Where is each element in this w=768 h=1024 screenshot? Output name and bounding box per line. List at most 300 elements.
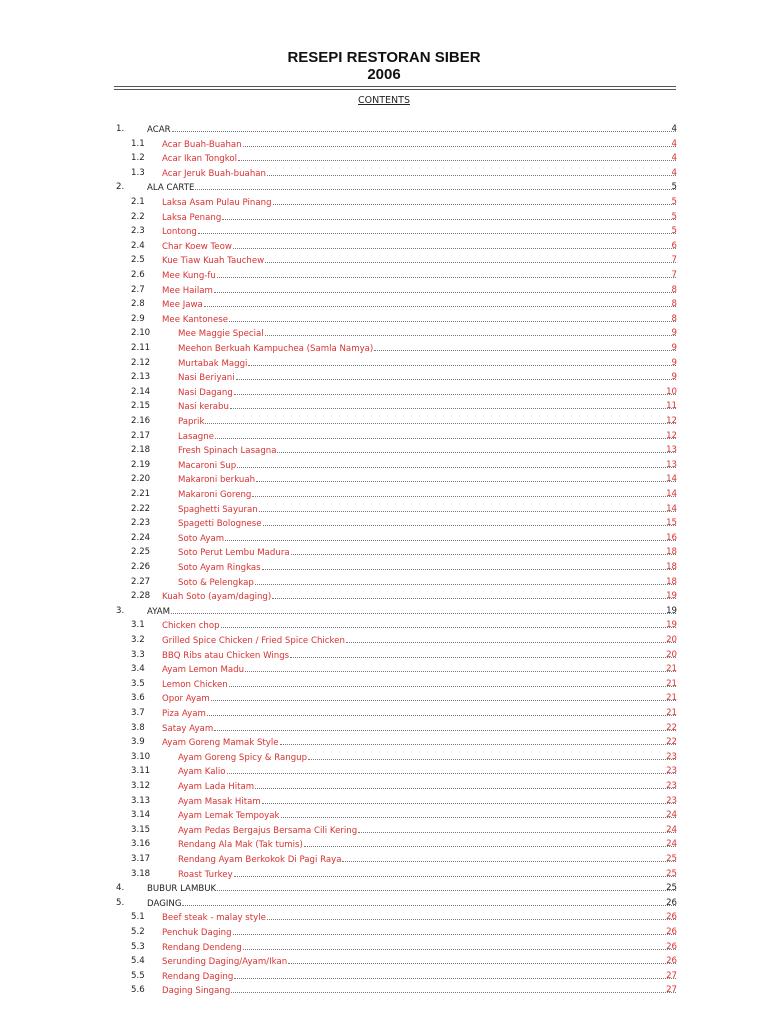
dot-leader: [255, 575, 676, 585]
toc-entry[interactable]: [0, 662, 768, 677]
toc-entry-body: [178, 545, 677, 561]
dot-leader: [221, 618, 676, 628]
toc-entry-page: 21: [666, 693, 677, 704]
toc-entry-body: [178, 531, 677, 547]
dot-leader: [215, 429, 676, 439]
toc-entry-body: [162, 618, 677, 634]
toc-entry-number: 3.10: [131, 751, 151, 762]
toc-entry-number: 2.4: [131, 240, 145, 251]
toc-entry[interactable]: [0, 151, 768, 166]
toc-entry-title[interactable]: Grilled Spice Chicken / Fried Spice Chicken: [162, 636, 345, 646]
toc-entry-title[interactable]: Opor Ayam: [162, 694, 210, 705]
toc-entry-body: [162, 589, 677, 605]
toc-entry-number: 3.6: [131, 693, 145, 704]
toc-entry-page: 21: [666, 708, 677, 718]
toc-entry-title[interactable]: Acar Jeruk Buah-buahan: [162, 168, 266, 179]
contents-heading: CONTENTS: [358, 95, 410, 106]
toc-entry-number: 2.15: [131, 401, 151, 412]
toc-entry-page: 22: [666, 737, 677, 748]
toc-entry-title[interactable]: Macaroni Sup: [178, 460, 237, 471]
toc-entry-body: [178, 443, 677, 459]
toc-entry-number: 2.25: [131, 547, 151, 558]
toc-entry-body: [178, 764, 677, 780]
toc-entry-number: 1.1: [131, 138, 145, 149]
toc-entry-title[interactable]: Meehon Berkuah Kampuchea (Samla Namya): [178, 344, 374, 354]
toc-entry[interactable]: [0, 283, 768, 298]
toc-entry-body: [162, 954, 677, 970]
dot-leader: [273, 195, 676, 205]
toc-entry-title[interactable]: Fresh Spinach Lasagna: [178, 446, 277, 457]
toc-entry-page: 18: [666, 547, 677, 558]
toc-entry[interactable]: [0, 837, 768, 852]
toc-entry-number: 2.21: [131, 489, 151, 499]
toc-entry-number: 5.1: [131, 912, 145, 923]
toc-entry-page: 7: [671, 270, 677, 280]
toc-entry-number: 5.3: [131, 941, 145, 952]
toc-entry-title[interactable]: DAGING: [147, 898, 182, 909]
toc-entry-number: 2.19: [131, 459, 151, 470]
toc-entry-title[interactable]: Rendang Ayam Berkokok Di Pagi Raya: [178, 855, 342, 865]
toc-entry-page: 18: [666, 576, 677, 587]
toc-entry[interactable]: [0, 166, 768, 181]
toc-entry-title[interactable]: Mee Maggie Special: [178, 329, 264, 340]
toc-entry-body: [162, 677, 677, 693]
dot-leader: [234, 969, 676, 979]
dot-leader: [248, 356, 676, 366]
toc-entry[interactable]: [0, 341, 768, 356]
toc-entry-number: 3.9: [131, 737, 145, 748]
toc-entry-page: 27: [666, 985, 677, 996]
toc-entry-title[interactable]: Lemon Chicken: [162, 679, 228, 690]
toc-entry[interactable]: [0, 180, 768, 195]
toc-entry-title[interactable]: Spaghetti Sayuran: [178, 504, 258, 515]
toc-entry[interactable]: [0, 794, 768, 809]
toc-entry-page: 25: [666, 883, 677, 894]
toc-entry[interactable]: [0, 721, 768, 736]
dot-leader: [374, 341, 676, 351]
toc-entry-number: 1.2: [131, 153, 145, 164]
dot-leader: [236, 370, 676, 380]
toc-entry-title[interactable]: Ayam Goreng Spicy & Rangup: [178, 752, 308, 763]
toc-entry[interactable]: [0, 253, 768, 268]
toc-entry-title[interactable]: Mee Kung-fu: [162, 271, 216, 281]
toc-entry-number: 2.17: [131, 430, 151, 441]
toc-entry-title[interactable]: Rendang Ala Mak (Tak tumis): [178, 840, 303, 851]
toc-entry-title[interactable]: Mee Hailam: [162, 285, 213, 296]
dot-leader: [214, 283, 676, 293]
dot-leader: [205, 414, 676, 424]
toc-entry-number: 3.14: [131, 810, 151, 821]
toc-entry[interactable]: [0, 925, 768, 940]
toc-entry-body: [178, 837, 677, 853]
toc-entry-body: [178, 341, 677, 357]
toc-entry[interactable]: [0, 604, 768, 619]
dot-leader: [291, 545, 676, 555]
dot-leader: [255, 779, 676, 789]
toc-entry-body: [178, 852, 677, 868]
toc-entry[interactable]: [0, 210, 768, 225]
toc-entry-number: 2.24: [131, 532, 151, 543]
toc-entry-number: 3.4: [131, 664, 145, 675]
toc-entry-title[interactable]: Chicken chop: [162, 621, 220, 632]
dot-leader: [238, 151, 676, 161]
toc-entry[interactable]: [0, 750, 768, 765]
dot-leader: [231, 983, 676, 993]
toc-entry-title[interactable]: Soto Perut Lembu Madura: [178, 548, 290, 559]
toc-entry-body: [162, 210, 677, 226]
toc-entry-body: [178, 560, 677, 576]
toc-entry-number: 2.16: [131, 416, 151, 426]
toc-entry[interactable]: [0, 224, 768, 239]
toc-entry[interactable]: [0, 385, 768, 400]
toc-entry-title[interactable]: Acar Buah-Buahan: [162, 139, 242, 150]
toc-entry-title[interactable]: Daging Singang: [162, 986, 231, 997]
toc-entry[interactable]: [0, 516, 768, 531]
document-title: RESEPI RESTORAN SIBER: [287, 49, 481, 66]
toc-entry-page: 24: [666, 824, 677, 835]
dot-leader: [233, 925, 676, 935]
dot-leader: [272, 589, 676, 599]
toc-entry-number: 5.5: [131, 970, 145, 981]
toc-entry-title[interactable]: Murtabak Maggi: [178, 358, 248, 369]
toc-entry-title[interactable]: Soto Ayam: [178, 533, 225, 544]
toc-entry-page: 20: [666, 649, 677, 660]
toc-entry-page: 23: [666, 795, 677, 806]
toc-entry-number: 3.16: [131, 839, 151, 850]
toc-entry-title[interactable]: Nasi kerabu: [178, 402, 229, 413]
toc-entry[interactable]: [0, 940, 768, 955]
toc-entry[interactable]: [0, 589, 768, 604]
toc-entry-title[interactable]: Ayam Kalio: [178, 767, 226, 778]
toc-entry-number: 2.5: [131, 255, 145, 266]
toc-entry-page: 4: [671, 138, 677, 149]
title-divider-bottom: [114, 89, 676, 90]
toc-entry-body: [162, 151, 677, 167]
toc-entry-number: 3.8: [131, 722, 145, 733]
toc-entry-body: [178, 575, 677, 591]
toc-entry-body: [162, 312, 677, 328]
toc-entry-number: 2.3: [131, 226, 145, 237]
toc-entry[interactable]: [0, 195, 768, 210]
toc-entry[interactable]: [0, 545, 768, 560]
toc-entry-title[interactable]: Paprik: [178, 417, 205, 427]
dot-leader: [182, 896, 676, 906]
toc-entry-page: 8: [671, 299, 677, 310]
toc-entry[interactable]: [0, 560, 768, 575]
toc-entry-title[interactable]: BUBUR LAMBUK: [147, 884, 217, 895]
toc-entry-title[interactable]: Satay Ayam: [162, 723, 214, 734]
toc-entry[interactable]: [0, 326, 768, 341]
toc-entry-page: 4: [671, 167, 677, 178]
dot-leader: [267, 166, 676, 176]
toc-entry-page: 4: [671, 153, 677, 164]
toc-entry-body: [162, 195, 677, 211]
toc-entry-body: [162, 224, 677, 240]
toc-entry-body: [178, 370, 677, 386]
toc-entry-number: 2.22: [131, 503, 151, 514]
toc-entry-number: 2.1: [131, 197, 145, 207]
toc-entry[interactable]: [0, 239, 768, 254]
toc-entry-body: [147, 604, 677, 620]
toc-entry-body: [178, 399, 677, 415]
toc-entry-body: [162, 735, 677, 751]
toc-entry-page: 8: [671, 313, 677, 324]
toc-entry[interactable]: [0, 618, 768, 633]
toc-entry-page: 24: [666, 839, 677, 850]
toc-entry-number: 1.: [116, 124, 125, 134]
toc-entry-body: [178, 356, 677, 372]
toc-entry-body: [162, 940, 677, 956]
dot-leader: [198, 224, 676, 234]
toc-entry-title[interactable]: Ayam Masak Hitam: [178, 796, 261, 807]
toc-entry-number: 2.23: [131, 518, 151, 529]
dot-leader: [308, 750, 676, 760]
dot-leader: [243, 137, 676, 147]
toc-entry-page: 9: [671, 343, 677, 353]
dot-leader: [211, 691, 676, 701]
toc-entry-body: [178, 326, 677, 342]
toc-entry-title[interactable]: Mee Jawa: [162, 300, 203, 311]
dot-leader: [227, 764, 676, 774]
toc-entry[interactable]: [0, 735, 768, 750]
toc-entry-number: 2.9: [131, 313, 145, 324]
toc-entry-number: 2.27: [131, 576, 151, 587]
toc-entry-title[interactable]: Kue Tiaw Kuah Tauchew: [162, 256, 265, 267]
toc-entry-number: 3.: [116, 605, 125, 616]
toc-entry-number: 3.18: [131, 868, 151, 879]
toc-entry-number: 5.2: [131, 927, 145, 937]
toc-entry[interactable]: [0, 268, 768, 283]
toc-entry-body: [147, 881, 677, 897]
toc-entry[interactable]: [0, 954, 768, 969]
toc-entry-title[interactable]: Laksa Penang: [162, 212, 222, 223]
toc-entry-body: [178, 794, 677, 810]
toc-entry[interactable]: [0, 399, 768, 414]
toc-entry-body: [162, 969, 677, 985]
toc-entry[interactable]: [0, 137, 768, 152]
toc-entry-page: 26: [666, 941, 677, 952]
dot-leader: [229, 677, 676, 687]
toc-entry-page: 18: [666, 562, 677, 572]
toc-entry[interactable]: [0, 691, 768, 706]
toc-entry-body: [178, 487, 677, 503]
toc-entry[interactable]: [0, 356, 768, 371]
toc-entry-title[interactable]: Makaroni Goreng: [178, 490, 252, 500]
toc-entry-number: 3.3: [131, 649, 145, 660]
dot-leader: [267, 910, 676, 920]
toc-entry-page: 5: [671, 182, 677, 193]
dot-leader: [214, 721, 676, 731]
toc-entry-page: 21: [666, 664, 677, 675]
toc-entry-title[interactable]: Roast Turkey: [178, 869, 233, 880]
toc-entry-page: 26: [666, 897, 677, 908]
toc-entry-page: 16: [666, 532, 677, 543]
toc-entry-body: [178, 779, 677, 795]
dot-leader: [265, 326, 676, 336]
toc-entry-number: 3.5: [131, 678, 145, 689]
toc-entry-body: [162, 268, 677, 284]
toc-entry-number: 3.11: [131, 766, 151, 777]
toc-entry-title[interactable]: Nasi Dagang: [178, 387, 233, 398]
toc-entry-title[interactable]: Ayam Lada Hitam: [178, 782, 255, 792]
toc-entry-page: 19: [666, 591, 677, 602]
toc-entry-page: 19: [666, 605, 677, 616]
toc-entry-page: 26: [666, 912, 677, 923]
dot-leader: [262, 560, 676, 570]
toc-entry[interactable]: [0, 881, 768, 896]
toc-entry-title[interactable]: Acar Ikan Tongkol: [162, 154, 238, 165]
toc-entry-title[interactable]: Spagetti Bolognese: [178, 519, 262, 530]
toc-entry-page: 9: [671, 357, 677, 368]
toc-entry-number: 3.15: [131, 824, 151, 835]
toc-entry[interactable]: [0, 502, 768, 517]
document-year: 2006: [367, 66, 401, 83]
toc-entry-number: 2.13: [131, 372, 151, 383]
toc-entry[interactable]: [0, 983, 768, 998]
toc-entry[interactable]: [0, 633, 768, 648]
toc-entry-number: 2.11: [131, 343, 151, 353]
toc-entry-page: 27: [666, 970, 677, 981]
toc-entry-title[interactable]: Nasi Beriyani: [178, 373, 235, 384]
toc-entry-body: [162, 925, 677, 941]
toc-entry-body: [178, 385, 677, 401]
toc-entry-body: [162, 706, 677, 722]
dot-leader: [259, 502, 676, 512]
toc-entry-title[interactable]: Ayam Lemon Madu: [162, 665, 245, 676]
toc-entry-title[interactable]: Makaroni berkuah: [178, 475, 256, 486]
toc-entry[interactable]: [0, 910, 768, 925]
toc-entry[interactable]: [0, 896, 768, 911]
toc-entry-body: [178, 502, 677, 518]
toc-entry-page: 20: [666, 635, 677, 645]
toc-entry[interactable]: [0, 312, 768, 327]
dot-leader: [304, 837, 676, 847]
dot-leader: [229, 312, 676, 322]
toc-entry-number: 3.17: [131, 854, 151, 864]
toc-entry-title[interactable]: Serunding Daging/Ayam/Ikan: [162, 957, 288, 968]
dot-leader: [280, 735, 676, 745]
toc-entry-body: [147, 122, 677, 138]
toc-entry[interactable]: [0, 458, 768, 473]
toc-entry-page: 23: [666, 781, 677, 791]
toc-entry[interactable]: [0, 808, 768, 823]
toc-entry-title[interactable]: Rendang Dendeng: [162, 942, 242, 953]
toc-entry[interactable]: [0, 575, 768, 590]
toc-entry-title[interactable]: Laksa Asam Pulau Pinang: [162, 198, 272, 208]
toc-entry-number: 2.28: [131, 591, 151, 602]
toc-entry-body: [162, 253, 677, 269]
toc-entry-title[interactable]: Char Koew Teow: [162, 241, 232, 252]
toc-entry-title[interactable]: ALA CARTE: [147, 183, 195, 194]
toc-entry-number: 2.: [116, 182, 125, 193]
toc-entry-body: [178, 516, 677, 532]
toc-entry-page: 12: [666, 416, 677, 426]
toc-entry-page: 23: [666, 751, 677, 762]
toc-entry-body: [162, 662, 677, 678]
toc-entry-title[interactable]: Mee Kantonese: [162, 314, 229, 325]
title-divider-top: [114, 86, 676, 87]
dot-leader: [237, 458, 676, 468]
toc-entry-page: 24: [666, 810, 677, 821]
dot-leader: [265, 253, 676, 263]
dot-leader: [225, 531, 676, 541]
toc-entry-number: 2.6: [131, 270, 145, 280]
dot-leader: [233, 239, 676, 249]
toc-entry-title[interactable]: Lontong: [162, 227, 197, 238]
toc-entry-title[interactable]: Soto & Pelengkap: [178, 577, 254, 588]
toc-entry-title[interactable]: BBQ Ribs atau Chicken Wings: [162, 650, 290, 661]
dot-leader: [171, 604, 676, 614]
toc-entry-title[interactable]: Ayam Lemak Tempoyak: [178, 811, 280, 822]
toc-entry-title[interactable]: AYAM: [147, 606, 171, 617]
dot-leader: [262, 794, 676, 804]
toc-entry-title[interactable]: ACAR: [147, 125, 171, 135]
toc-entry-page: 9: [671, 328, 677, 339]
toc-entry-page: 22: [666, 722, 677, 733]
toc-entry[interactable]: [0, 487, 768, 502]
toc-entry[interactable]: [0, 429, 768, 444]
toc-entry-title[interactable]: Ayam Goreng Mamak Style: [162, 738, 279, 749]
toc-entry[interactable]: [0, 764, 768, 779]
toc-entry-body: [178, 414, 677, 430]
dot-leader: [288, 954, 676, 964]
toc-entry-title[interactable]: Rendang Daging: [162, 971, 234, 982]
toc-entry-number: 2.20: [131, 474, 151, 485]
toc-entry[interactable]: [0, 122, 768, 137]
toc-entry-number: 3.12: [131, 781, 151, 791]
dot-leader: [217, 268, 676, 278]
toc-entry[interactable]: [0, 297, 768, 312]
toc-entry-title[interactable]: Ayam Pedas Bergajus Bersama Cili Kering: [178, 825, 358, 836]
dot-leader: [281, 808, 676, 818]
toc-entry-page: 23: [666, 766, 677, 777]
toc-entry-body: [178, 867, 677, 883]
dot-leader: [277, 443, 676, 453]
toc-entry-number: 2.10: [131, 328, 151, 339]
toc-entry[interactable]: [0, 823, 768, 838]
dot-leader: [252, 487, 676, 497]
toc-entry-page: 4: [671, 124, 677, 134]
toc-entry[interactable]: [0, 443, 768, 458]
toc-entry-title[interactable]: Soto Ayam Ringkas: [178, 563, 261, 573]
toc-entry-body: [162, 910, 677, 926]
toc-entry-page: 5: [671, 226, 677, 237]
toc-entry-title[interactable]: Kuah Soto (ayam/daging): [162, 592, 272, 603]
toc-entry[interactable]: [0, 648, 768, 663]
toc-entry[interactable]: [0, 531, 768, 546]
toc-entry[interactable]: [0, 867, 768, 882]
toc-entry[interactable]: [0, 706, 768, 721]
toc-entry[interactable]: [0, 852, 768, 867]
toc-entry-page: 8: [671, 284, 677, 295]
toc-entry[interactable]: [0, 414, 768, 429]
toc-entry[interactable]: [0, 472, 768, 487]
toc-entry-body: [162, 166, 677, 182]
toc-entry[interactable]: [0, 779, 768, 794]
toc-entry-page: 25: [666, 868, 677, 879]
toc-entry-page: 9: [671, 372, 677, 383]
toc-entry[interactable]: [0, 677, 768, 692]
toc-entry-title[interactable]: Piza Ayam: [162, 709, 206, 719]
dot-leader: [346, 633, 676, 643]
toc-entry-body: [178, 429, 677, 445]
toc-entry-title[interactable]: Penchuk Daging: [162, 928, 232, 938]
toc-entry[interactable]: [0, 370, 768, 385]
toc-entry[interactable]: [0, 969, 768, 984]
toc-entry-title[interactable]: Beef steak - malay style: [162, 913, 266, 924]
toc-entry-page: 13: [666, 459, 677, 470]
toc-entry-title[interactable]: Lasagne: [178, 431, 214, 442]
